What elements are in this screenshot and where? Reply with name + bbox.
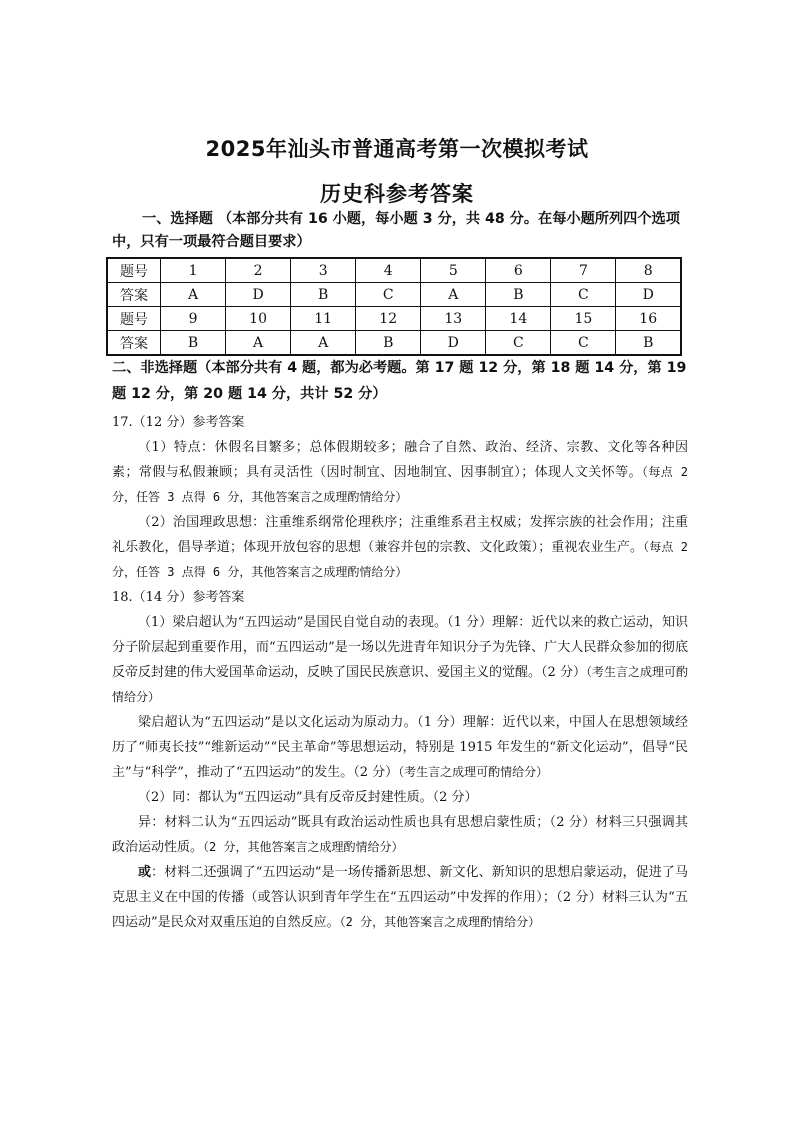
q18-part2-diff-note: （2 分，其他答案言之成理酌情给分） <box>203 840 404 854</box>
row-label: 答案 <box>107 283 161 307</box>
answer-cell: A <box>421 283 486 307</box>
answer-cell: C <box>486 331 551 356</box>
question-number: 13 <box>421 307 486 331</box>
question-number: 11 <box>291 307 356 331</box>
q18-part1-note: （考生言之成理可酌情给分） <box>112 665 688 704</box>
answer-cell: A <box>226 331 291 356</box>
answer-cell: D <box>226 283 291 307</box>
question-number: 15 <box>551 307 616 331</box>
answer-cell: D <box>616 283 681 307</box>
answer-table <box>106 257 682 356</box>
answer-body <box>112 410 688 935</box>
row-label: 题号 <box>107 258 161 283</box>
exam-subtitle: 历史科参考答案 <box>320 182 474 206</box>
question-number: 10 <box>226 307 291 331</box>
question-number: 3 <box>291 258 356 283</box>
answer-cell: B <box>616 331 681 356</box>
question-number: 14 <box>486 307 551 331</box>
q18-part2: （2）同：都认为“五四运动”具有反帝反封建性质。（2 分） <box>138 790 478 805</box>
table-row <box>107 283 681 307</box>
q18-alt-lead: 或 <box>138 865 152 880</box>
answer-cell: B <box>356 331 421 356</box>
answer-cell: A <box>161 283 226 307</box>
row-label: 答案 <box>107 331 161 356</box>
question-number: 7 <box>551 258 616 283</box>
answer-cell: A <box>291 331 356 356</box>
q17-part1 <box>112 435 688 510</box>
q17-title: 17.（12 分）参考答案 <box>112 415 245 430</box>
answer-cell: C <box>551 331 616 356</box>
question-number: 8 <box>616 258 681 283</box>
q18-part2-alt-note: （2 分，其他答案言之成理酌情给分） <box>339 915 541 929</box>
q17-part2-text: （2）治国理政思想：注重维系纲常伦理秩序；注重维系君主权威；发挥宗族的社会作用；注重礼乐教化，倡导孝道；体现开放包容的思想（兼容并包的宗教、文化政策）；重视农业生产。 <box>112 515 688 555</box>
question-number: 9 <box>161 307 226 331</box>
answer-cell: C <box>551 283 616 307</box>
answer-cell: B <box>291 283 356 307</box>
section2-heading: 二、非选择题（本部分共有 4 题，都为必考题。第 17 题 12 分，第 18 题 14 分，第 19 题 12 分，第 20 题 14 分，共计 52 分） <box>112 360 687 402</box>
table-row <box>107 307 681 331</box>
question-number: 12 <box>356 307 421 331</box>
q18-part1 <box>112 610 688 710</box>
table-row <box>107 331 681 356</box>
q18-title: 18.（14 分）参考答案 <box>112 590 245 605</box>
table-row <box>107 258 681 283</box>
exam-title: 2025年汕头市普通高考第一次模拟考试 <box>205 137 589 161</box>
question-number: 4 <box>356 258 421 283</box>
question-number: 5 <box>421 258 486 283</box>
question-number: 1 <box>161 258 226 283</box>
answer-cell: C <box>356 283 421 307</box>
q18-part2-diff-text: 异：材料二认为“五四运动”既具有政治运动性质也具有思想启蒙性质；（2 分）材料三只强调其政治运动性质。 <box>112 815 688 855</box>
q18-part2-diff <box>112 810 688 860</box>
q18-part1b-note: （考生言之成理可酌情给分） <box>398 765 549 779</box>
q17-part2-note: （每点 2 分，任答 3 点得 6 分，其他答案言之成理酌情给分） <box>112 540 688 579</box>
answer-cell: B <box>161 331 226 356</box>
question-number: 16 <box>616 307 681 331</box>
q17-part1-note: （每点 2 分，任答 3 点得 6 分，其他答案言之成理酌情给分） <box>112 465 688 504</box>
q18-part1b <box>112 710 688 785</box>
row-label: 题号 <box>107 307 161 331</box>
section1-heading: 一、选择题 （本部分共有 16 小题，每小题 3 分，共 48 分。在每小题所列四个选项中，只有一项最符合题目要求） <box>112 211 680 250</box>
q18-part1-text: （1）梁启超认为“五四运动”是国民自觉自动的表现。（1 分）理解：近代以来的救亡运动，知识分子阶层起到重要作用，而“五四运动”是一场以先进青年知识分子为先锋、广大人民群众参加的彻底反帝反封建的伟大爱国革命运动，反映了国民民族意识、爱国主义的觉醒。（2 分） <box>112 615 688 680</box>
q18-part2-alt-text: ：材料二还强调了“五四运动”是一场传播新思想、新文化、新知识的思想启蒙运动，促进了马克思主义在中国的传播（或答认识到青年学生在“五四运动”中发挥的作用）；（2 分）材料三认为“五四运动”是民众对双重压迫的自然反应。 <box>112 865 688 930</box>
question-number: 6 <box>486 258 551 283</box>
q18-part1b-text: 梁启超认为“五四运动”是以文化运动为原动力。（1 分）理解：近代以来，中国人在思想领域经历了“师夷长技”“维新运动”“民主革命”等思想运动，特别是 1915 年发生的“新文化运动”，倡导“民主”与“科学”，推动了“五四运动”的发生。（2 分） <box>112 715 688 780</box>
answer-cell: B <box>486 283 551 307</box>
answer-cell: D <box>421 331 486 356</box>
q17-part1-text: （1）特点：休假名目繁多；总体假期较多；融合了自然、政治、经济、宗教、文化等各种因素；常假与私假兼顾；具有灵活性（因时制宜、因地制宜、因事制宜）；体现人文关怀等。 <box>112 440 688 480</box>
q18-part2-alt <box>112 860 688 935</box>
question-number: 2 <box>226 258 291 283</box>
q17-part2 <box>112 510 688 585</box>
